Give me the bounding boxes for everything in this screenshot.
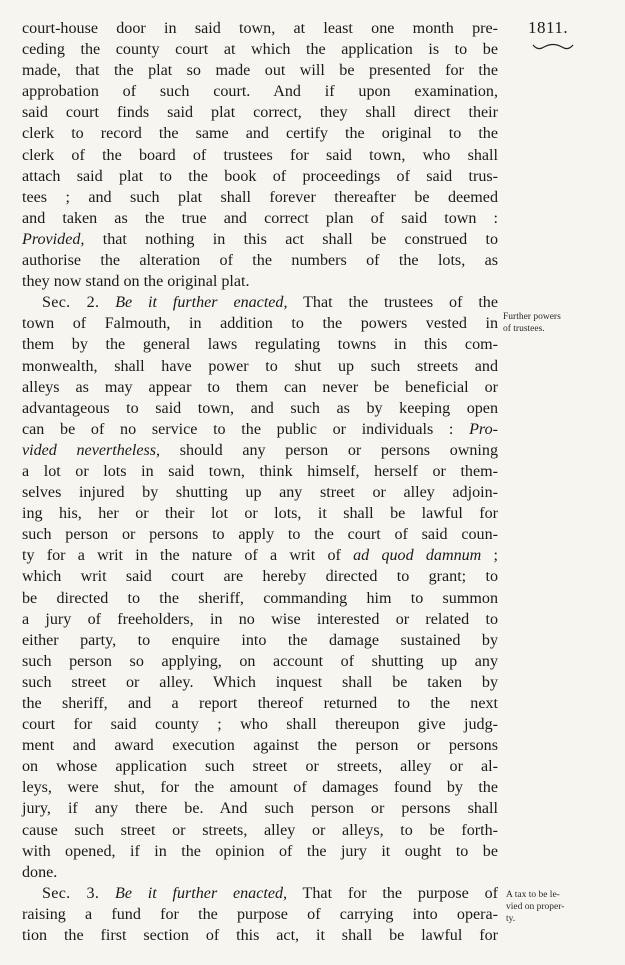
text-line [22, 271, 498, 292]
text-run: court-house door in said town, at least one month pre- [22, 20, 498, 37]
text-run: clerk to record the same and certify the original to the [22, 125, 498, 143]
text-run: court for said county ; who shall thereupon give judg- [22, 716, 498, 734]
text-run: made, that the plat so made out will be presented for the [22, 62, 498, 80]
text-line [22, 334, 498, 355]
text-run: such street or alley. Which inquest shall be taken by [22, 673, 498, 691]
italic-phrase: Be it further enacted, [99, 884, 288, 902]
text-run: should any person or persons owning [160, 441, 498, 459]
text-line [22, 566, 498, 587]
text-run: attach said plat to the book of proceedings of said trus- [22, 167, 498, 185]
text-line [22, 250, 498, 271]
text-run: them by the general laws regulating towns in this com- [22, 336, 498, 354]
text-line [22, 714, 498, 735]
text-line [22, 545, 498, 566]
text-run: ty for a writ in the nature of a writ of [22, 547, 341, 565]
text-run: That for the purpose of [287, 884, 498, 902]
text-run: That the trustees of the [287, 294, 498, 312]
margin-note-line: vied on proper- [506, 902, 565, 912]
page-year-heading: 1811. [528, 18, 569, 37]
text-line [22, 841, 498, 862]
text-run: monwealth, shall have power to shut up such streets and [22, 357, 498, 375]
text-run: that nothing in this act shall be construed to [84, 230, 498, 248]
text-line [22, 651, 498, 672]
margin-note-further-powers [503, 311, 613, 335]
text-line [22, 482, 498, 503]
text-run: ceding the county court at which the application is to be [22, 41, 498, 59]
text-line [22, 925, 498, 946]
text-line [22, 292, 498, 313]
text-line [22, 398, 498, 419]
text-run: ; [481, 547, 498, 565]
text-run: approbation of such court. And if upon examination, [22, 83, 498, 101]
text-run: ing his, her or their lot or lots, it shall be lawful for [22, 505, 498, 523]
section-number: Sec. 2. [42, 294, 100, 312]
text-run: the sheriff, and a report thereof returned to the next [22, 695, 498, 712]
text-line [22, 503, 498, 524]
italic-phrase: Be it further enacted, [99, 294, 288, 312]
italic-phrase: ad quod damnum [340, 547, 482, 565]
text-line [22, 187, 498, 208]
text-run: tion the first section of this act, it shall be lawful for [22, 927, 498, 945]
flourish-ornament [532, 42, 574, 52]
statute-body-text [22, 18, 498, 946]
text-line [22, 609, 498, 630]
text-line [22, 461, 498, 482]
text-line [22, 735, 498, 756]
text-run: done. [22, 863, 58, 881]
margin-note-line: Further powers [503, 312, 561, 322]
italic-phrase: vided nevertheless, [22, 441, 161, 459]
text-run: a lot or lots in said town, think himself, herself or them- [22, 462, 498, 480]
text-line [22, 166, 498, 187]
text-line [22, 419, 498, 440]
text-run: advantageous to said town, and such as by keeping open [22, 399, 498, 417]
text-line [22, 756, 498, 777]
text-line [22, 18, 498, 39]
text-line [22, 440, 498, 461]
text-run: a jury of freeholders, in no wise interested or related to [22, 610, 498, 628]
italic-phrase: Pro- [453, 420, 498, 438]
text-line [22, 60, 498, 81]
text-line [22, 102, 498, 123]
text-line [22, 777, 498, 798]
text-line [22, 883, 498, 904]
margin-note-line: of trustees. [503, 324, 545, 334]
text-line [22, 81, 498, 102]
text-run: clerk of the board of trustees for said town, who shall [22, 146, 498, 164]
text-line [22, 588, 498, 609]
text-run: authorise the alteration of the numbers of the lots, as [22, 252, 498, 270]
margin-note-tax-levied [506, 889, 616, 925]
text-line [22, 356, 498, 377]
text-run: with opened, if in the opinion of the jury it ought to be [22, 842, 498, 860]
text-run: can be of no service to the public or individuals : [22, 420, 454, 438]
text-run: raising a fund for the purpose of carrying into opera- [22, 905, 498, 923]
text-run: alleys as may appear to them can never be beneficial or [22, 378, 498, 396]
text-run: cause such street or streets, alley or alleys, to be forth- [22, 821, 498, 839]
text-line [22, 820, 498, 841]
text-run: which writ said court are hereby directed to grant; to [22, 568, 498, 586]
text-run: ment and award execution against the person or persons [22, 737, 498, 755]
text-run: such person so applying, on account of shutting up any [22, 652, 498, 670]
text-line [22, 313, 498, 334]
text-line [22, 862, 498, 883]
text-line [22, 693, 498, 714]
text-run: either party, to enquire into the damage sustained by [22, 631, 498, 649]
text-line [22, 145, 498, 166]
text-line [22, 377, 498, 398]
text-run: tees ; and such plat shall forever thereafter be deemed [22, 188, 498, 206]
text-line [22, 208, 498, 229]
text-run: on whose application such street or streets, alley or al- [22, 758, 498, 776]
text-run: said court finds said plat correct, they shall direct their [22, 104, 498, 122]
text-run: selves injured by shutting up any street or alley adjoin- [22, 484, 498, 502]
section-number: Sec. 3. [42, 884, 100, 902]
text-run: leys, were shut, for the amount of damages found by the [22, 779, 498, 797]
text-line [22, 672, 498, 693]
text-run: be directed to the sheriff, commanding him to summon [22, 589, 498, 607]
text-line [22, 798, 498, 819]
margin-note-line: A tax to be le- [506, 890, 560, 900]
margin-note-line: ty. [506, 914, 516, 924]
text-line [22, 229, 498, 250]
text-line [22, 39, 498, 60]
text-run: they now stand on the original plat. [22, 273, 250, 291]
text-run: such person or persons to apply to the court of said coun- [22, 526, 498, 544]
text-run: and taken as the true and correct plan of said town : [22, 209, 498, 227]
text-line [22, 904, 498, 925]
text-line [22, 123, 498, 144]
text-line [22, 524, 498, 545]
text-line [22, 630, 498, 651]
italic-phrase: Provided, [22, 230, 85, 248]
text-run: town of Falmouth, in addition to the powers vested in [22, 315, 498, 333]
text-run: jury, if any there be. And such person or persons shall [22, 800, 498, 818]
